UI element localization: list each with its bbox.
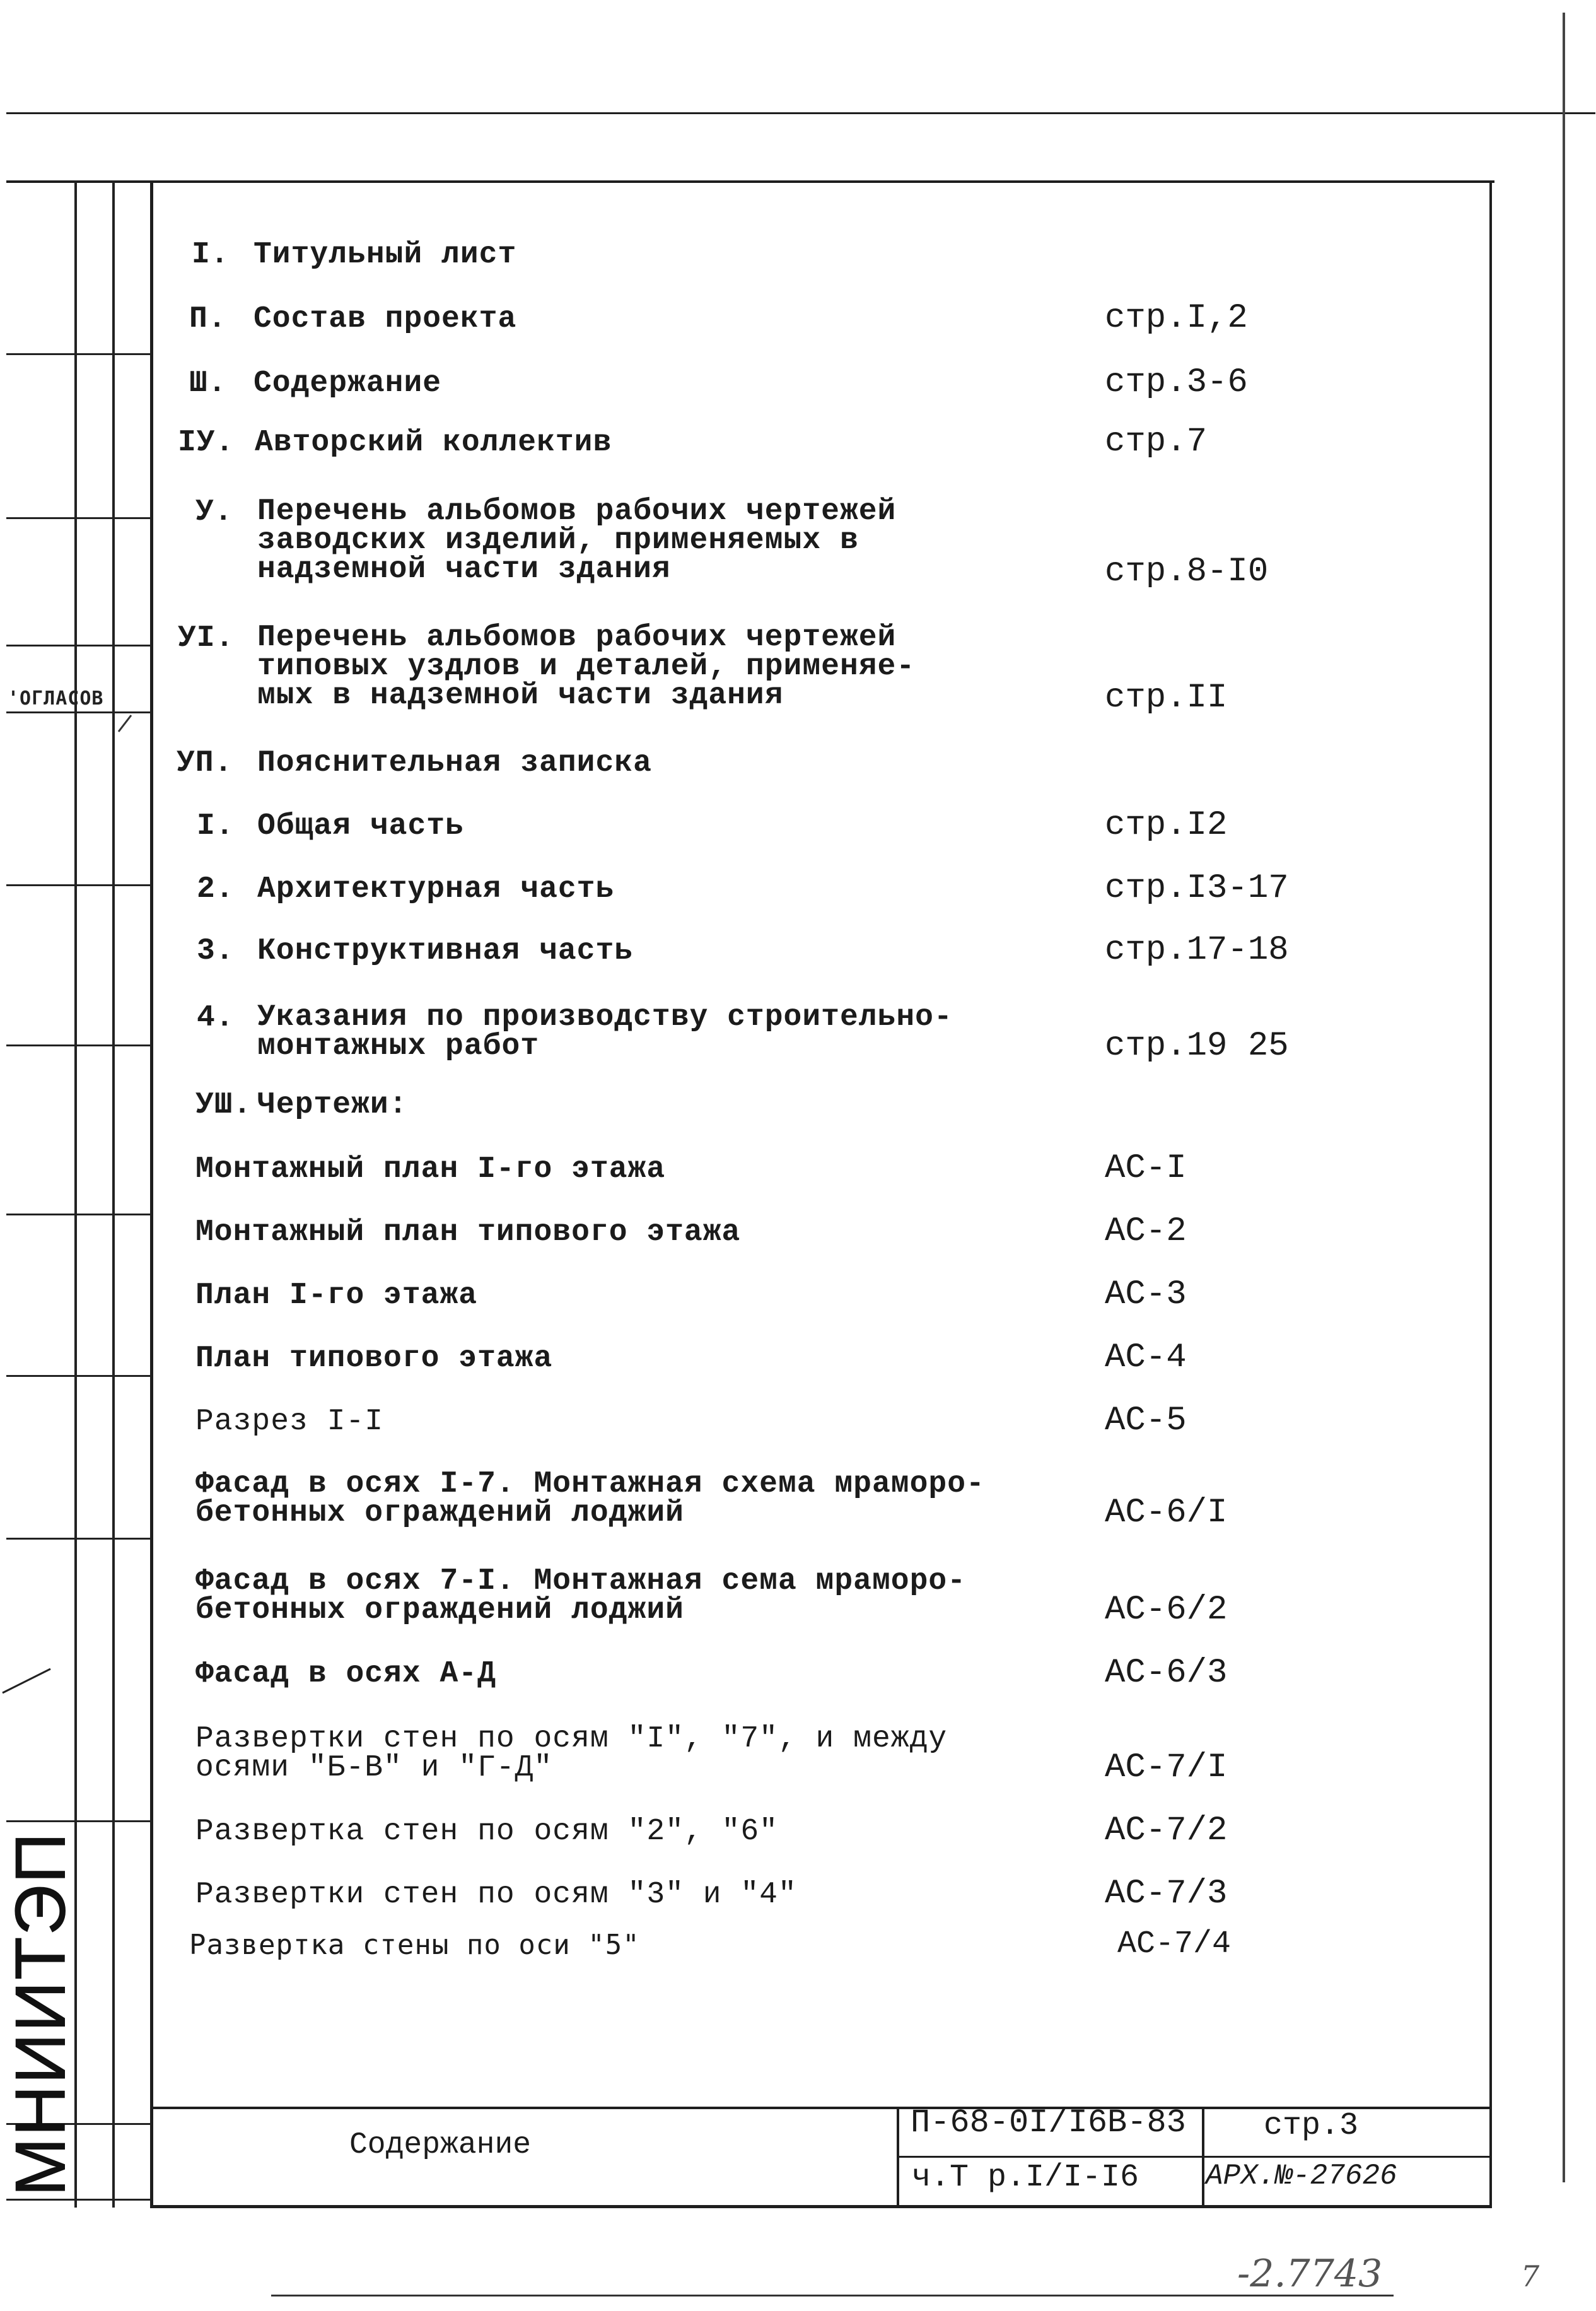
item-title: Фасад в осях I-7. Монтажная схема мраморо- бетонных ограждений лоджий bbox=[195, 1467, 985, 1530]
item-title: Авторский коллектив bbox=[255, 426, 612, 460]
item-title: Чертежи: bbox=[257, 1088, 408, 1122]
sheet-page: стр.3 bbox=[1264, 2108, 1359, 2144]
title-block-mid-line bbox=[897, 2156, 1492, 2158]
handwritten-mark: 7 bbox=[1521, 2259, 1540, 2293]
item-title: Развертка стен по осям "2", "6" bbox=[195, 1815, 778, 1849]
title-block-name: Содержание bbox=[349, 2128, 532, 2162]
item-title: Развертка стены по оси "5" bbox=[189, 1929, 640, 1961]
item-number: 3. bbox=[197, 934, 235, 968]
title-block-divider bbox=[1202, 2107, 1204, 2208]
item-title: Титульный лист bbox=[253, 238, 517, 272]
item-page: АС-6/3 bbox=[1105, 1654, 1228, 1692]
item-title: Монтажный план типового этажа bbox=[195, 1215, 741, 1249]
item-page: АС-6/2 bbox=[1105, 1591, 1228, 1629]
item-number: IУ. bbox=[178, 426, 235, 460]
item-page: стр.19 25 bbox=[1105, 1027, 1289, 1065]
item-page: АС-7/I bbox=[1105, 1748, 1228, 1787]
item-title: Развертки стен по осям "3" и "4" bbox=[195, 1878, 797, 1912]
document-part: ч.Т р.I/I-I6 bbox=[912, 2160, 1139, 2196]
item-page: АС-6/I bbox=[1105, 1494, 1228, 1532]
item-title: Перечень альбомов рабочих чертежей типовых уздлов и деталей, применяе- мых в надземной части здания bbox=[257, 621, 916, 713]
item-page: стр.II bbox=[1105, 679, 1228, 717]
item-title: План I-го этажа bbox=[195, 1278, 478, 1313]
item-page: АС-3 bbox=[1105, 1275, 1187, 1314]
item-page: АС-7/3 bbox=[1105, 1875, 1228, 1913]
approval-stamp-label: 'ОГЛАСОВ bbox=[8, 687, 104, 710]
item-title: Пояснительная записка bbox=[257, 746, 652, 780]
logo-text: МНИИТЭП bbox=[1, 1831, 80, 2197]
item-page: стр.I3-17 bbox=[1105, 869, 1289, 908]
item-number: УШ. bbox=[195, 1088, 252, 1122]
item-title: Общая часть bbox=[257, 809, 464, 843]
item-title: Монтажный план I-го этажа bbox=[195, 1152, 666, 1186]
item-number: Ш. bbox=[189, 366, 227, 401]
item-title: Содержание bbox=[253, 366, 442, 401]
archive-number: АРХ.№-27626 bbox=[1206, 2160, 1397, 2192]
item-title: Фасад в осях А-Д bbox=[195, 1657, 496, 1691]
title-block-divider bbox=[897, 2107, 899, 2208]
item-page: АС-I bbox=[1105, 1149, 1187, 1188]
item-title: Указания по производству строительно- монтажных работ bbox=[257, 1000, 953, 1063]
item-title: Перечень альбомов рабочих чертежей заводских изделий, применяемых в надземной части здания bbox=[257, 494, 897, 587]
item-title: Фасад в осях 7-I. Монтажная сема мраморо- бетонных ограждений лоджий bbox=[195, 1564, 966, 1627]
item-title: Разрез I-I bbox=[195, 1405, 384, 1439]
item-page: стр.3-6 bbox=[1105, 363, 1248, 402]
item-number: 4. bbox=[197, 1001, 235, 1035]
item-page: стр.I,2 bbox=[1105, 299, 1248, 337]
item-page: стр.I2 bbox=[1105, 806, 1228, 845]
item-number: I. bbox=[192, 238, 230, 272]
document-code: П-68-0I/I6В-83 bbox=[911, 2104, 1186, 2141]
item-number: П. bbox=[189, 302, 227, 336]
item-page: стр.7 bbox=[1105, 423, 1208, 461]
item-title: План типового этажа bbox=[195, 1342, 553, 1376]
item-title: Состав проекта bbox=[253, 302, 517, 336]
item-page: АС-7/2 bbox=[1105, 1811, 1228, 1850]
item-page: АС-5 bbox=[1105, 1401, 1187, 1440]
item-number: УП. bbox=[177, 746, 233, 780]
item-number: У. bbox=[195, 495, 233, 529]
item-number: I. bbox=[197, 809, 235, 843]
item-page: стр.17-18 bbox=[1105, 931, 1289, 969]
handwritten-number: -2.7743 bbox=[1237, 2252, 1383, 2296]
item-number: УI. bbox=[178, 621, 235, 655]
item-page: АС-7/4 bbox=[1117, 1926, 1232, 1962]
item-page: АС-4 bbox=[1105, 1338, 1187, 1377]
item-title: Конструктивная часть bbox=[257, 934, 634, 968]
item-title: Архитектурная часть bbox=[257, 872, 615, 906]
item-page: стр.8-I0 bbox=[1105, 553, 1269, 591]
item-title: Развертки стен по осям "I", "7", и между осями "Б-В" и "Г-Д" bbox=[195, 1722, 948, 1785]
item-page: АС-2 bbox=[1105, 1212, 1187, 1251]
item-number: 2. bbox=[197, 872, 235, 906]
